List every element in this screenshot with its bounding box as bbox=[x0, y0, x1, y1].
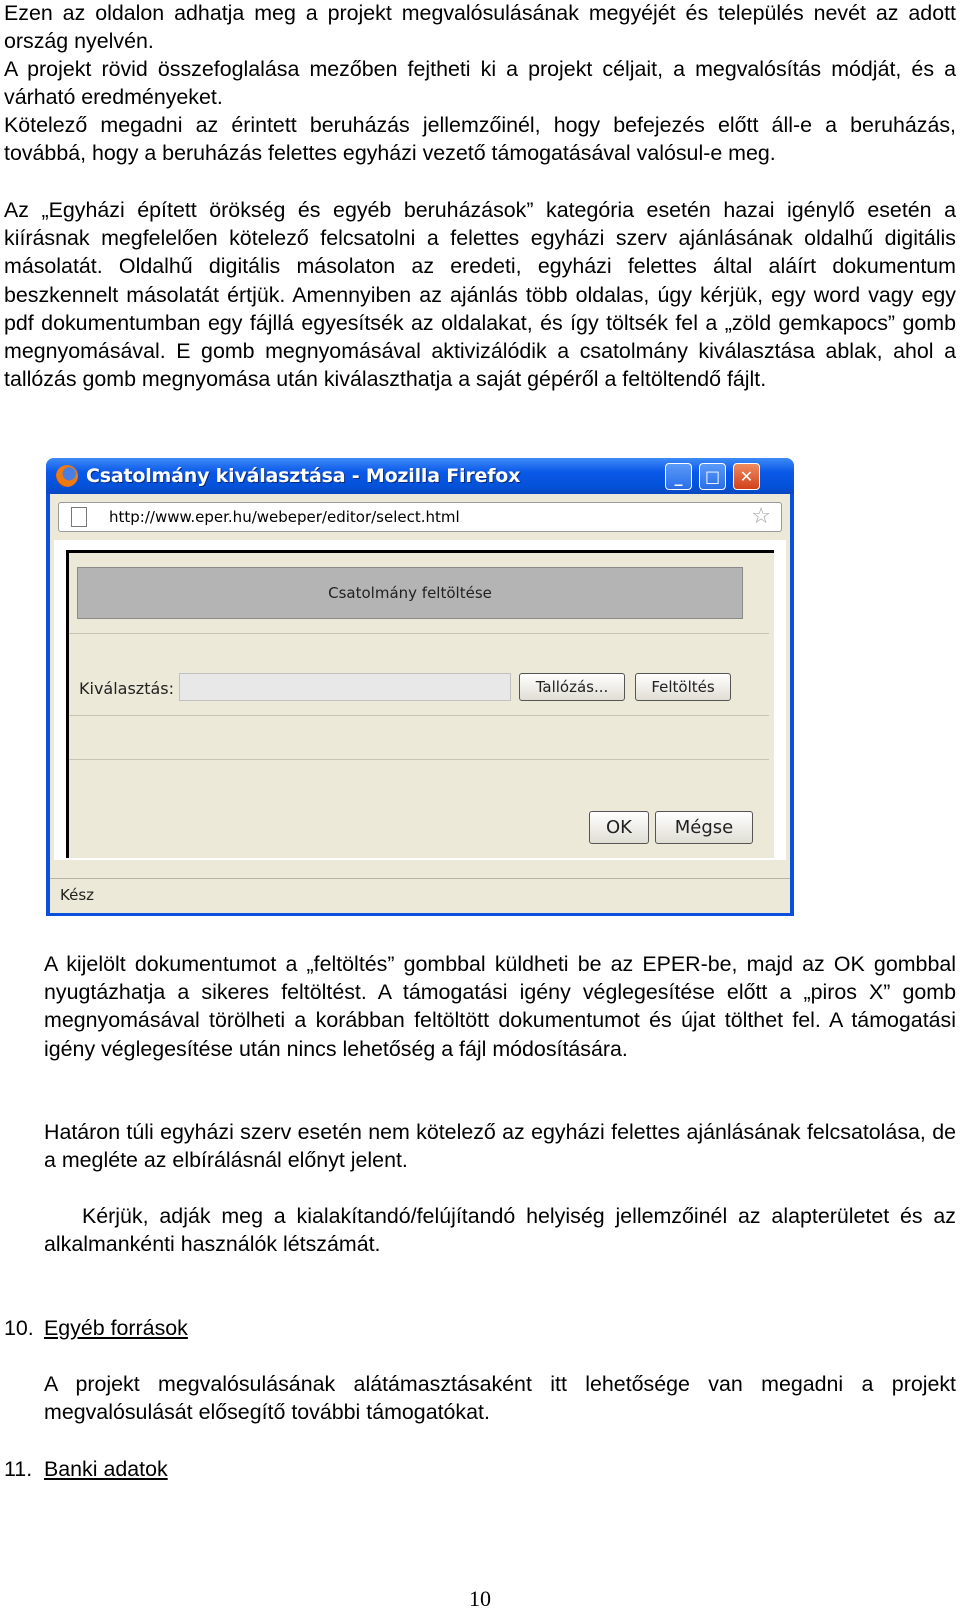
section-title: Banki adatok bbox=[44, 1457, 168, 1481]
section-number: 10. bbox=[4, 1316, 34, 1340]
select-label: Kiválasztás: bbox=[79, 679, 174, 698]
section-title: Egyéb források bbox=[44, 1316, 188, 1340]
form-title: Csatolmány feltöltése bbox=[77, 567, 743, 619]
section-heading-10 bbox=[4, 1314, 188, 1342]
close-icon[interactable]: ✕ bbox=[733, 463, 760, 490]
paragraph-room-details: Kérjük, adják meg a kialakítandó/felújítandó helyiség jellemzőinél az alapterületet és az alkalmankénti használók létszámát. bbox=[44, 1204, 956, 1257]
paragraph-upload-instructions: A kijelölt dokumentumot a „feltöltés” gombbal küldheti be az EPER-be, majd az OK gombbal nyugtázhatja a sikeres feltöltést. A támogatási igény véglegesítése előtt a „piros X” gomb megnyomásával törölheti a korábban feltöltött dokumentumot és újat tölthet fel. A támogatási igény véglegesítése után nincs lehetőség a fájl módosítására. bbox=[44, 952, 956, 1061]
page-icon bbox=[71, 507, 87, 527]
ok-button[interactable]: OK bbox=[589, 811, 649, 844]
cancel-button[interactable]: Mégse bbox=[655, 811, 753, 844]
url-text: http://www.eper.hu/webeper/editor/select.html bbox=[109, 508, 460, 526]
firefox-dialog-screenshot bbox=[46, 458, 794, 916]
window-client bbox=[50, 494, 790, 912]
divider bbox=[69, 715, 769, 716]
upload-form bbox=[66, 550, 774, 858]
section-heading-11 bbox=[4, 1455, 168, 1483]
browse-button[interactable]: Tallózás... bbox=[519, 673, 625, 701]
paragraph-location-info: Ezen az oldalon adhatja meg a projekt megvalósulásának megyéjét és település nevét az adott ország nyelvén. bbox=[4, 1, 956, 54]
page-number: 10 bbox=[469, 1586, 491, 1611]
file-path-input[interactable] bbox=[179, 673, 511, 701]
status-bar bbox=[50, 878, 790, 913]
paragraph-mandatory-fields: Kötelező megadni az érintett beruházás jellemzőinél, hogy befejezés előtt áll-e a beruházás, továbbá, hogy a beruházás felettes egyházi vezető támogatásával valósul-e meg. bbox=[4, 113, 956, 166]
paragraph-other-sources: A projekt megvalósulásának alátámasztásaként itt lehetősége van megadni a projekt megvalósulását elősegítő további támogatókat. bbox=[44, 1372, 956, 1425]
bookmark-star-icon[interactable]: ☆ bbox=[751, 504, 771, 529]
paragraph-attachment-instructions: Az „Egyházi épített örökség és egyéb beruházások” kategória esetén hazai igénylő esetén a kiírásnak megfelelően kötelező felcsatolni a felettes egyházi szerv ajánlásának oldalhű digitális másolatát. Oldalhű digitális másolaton az eredeti, egyházi felettes által aláírt dokumentum beszkennelt másolatát értjük. Amennyiben az ajánlás több oldalas, úgy kérjük, egy word vagy egy pdf dokumentumban egy fájllá egyesítsék az oldalakat, és így töltsék fel a „zöld gemkapocs” gomb megnyomásával. E gomb megnyomásával aktivizálódik a csatolmány kiválasztása ablak, ahol a tallózás gomb megnyomása után kiválaszthatja a saját gépéről a feltöltendő fájlt. bbox=[4, 198, 956, 392]
section-number: 11. bbox=[4, 1457, 33, 1481]
maximize-icon[interactable]: □ bbox=[699, 463, 726, 490]
firefox-icon bbox=[56, 465, 78, 487]
paragraph-project-summary: A projekt rövid összefoglalása mezőben fejtheti ki a projekt céljait, a megvalósítás módját, és a várható eredményeket. bbox=[4, 57, 956, 110]
status-text: Kész bbox=[60, 886, 95, 904]
address-bar[interactable] bbox=[58, 502, 782, 532]
window-titlebar bbox=[46, 458, 794, 494]
window-title: Csatolmány kiválasztása - Mozilla Firefox bbox=[86, 465, 521, 487]
divider bbox=[69, 633, 769, 634]
page-content bbox=[54, 540, 786, 860]
upload-button[interactable]: Feltöltés bbox=[635, 673, 731, 701]
divider bbox=[69, 759, 769, 760]
paragraph-foreign-church: Határon túli egyházi szerv esetén nem kötelező az egyházi felettes ajánlásának felcsatolása, de a megléte az elbírálásnál előnyt jelent. bbox=[44, 1120, 956, 1173]
minimize-icon[interactable]: _ bbox=[665, 463, 692, 490]
